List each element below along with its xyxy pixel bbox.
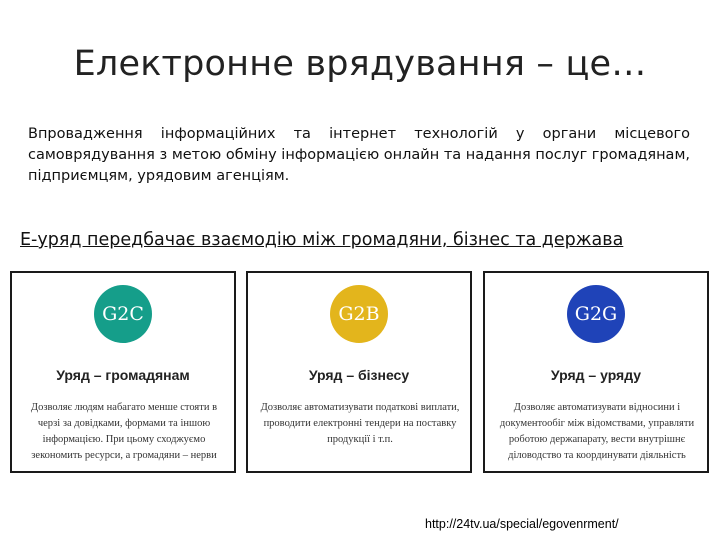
card-g2c — [10, 271, 236, 473]
interaction-subtitle: Е-уряд передбачає взаємодію між громадяни, бізнес та держава — [20, 230, 624, 250]
card-g2g — [483, 271, 709, 473]
card-text-g2b: Дозволяє автоматизувати податкові виплати, проводити електронні тендери на поставку продукції і т.п. — [260, 402, 460, 445]
card-g2b — [246, 271, 472, 473]
source-link[interactable]: http://24tv.ua/special/egovenrment/ — [425, 517, 619, 531]
card-text-g2g: Дозволяє автоматизувати відносини і документообіг між відомствами, управляти роботою держапарату, вести внутрішнє діловодство та координувати діяльність — [499, 402, 695, 461]
card-text-g2c: Дозволяє людям набагато менше стояти в черзі за довідками, формами та іншою інформацією. При цьому сходжуємо зекономить ресурси, а громадяни – нерви — [30, 402, 218, 461]
card-title-g2g: Уряд – уряду — [550, 367, 642, 383]
g2c-badge: G2C — [94, 285, 152, 343]
slide-title: Електронне врядування – це… — [73, 44, 647, 84]
g2g-badge: G2G — [567, 285, 625, 343]
card-title-g2b: Уряд – бізнесу — [308, 367, 410, 383]
definition-text: Впровадження інформаційних та інтернет технологій у органи місцевого самоврядування з метою обміну інформацією онлайн та надання послуг громадянам, підприємцям, урядовим агенціям. — [28, 126, 690, 184]
card-title-g2c: Уряд – громадянам — [56, 367, 190, 383]
g2b-badge: G2B — [330, 285, 388, 343]
